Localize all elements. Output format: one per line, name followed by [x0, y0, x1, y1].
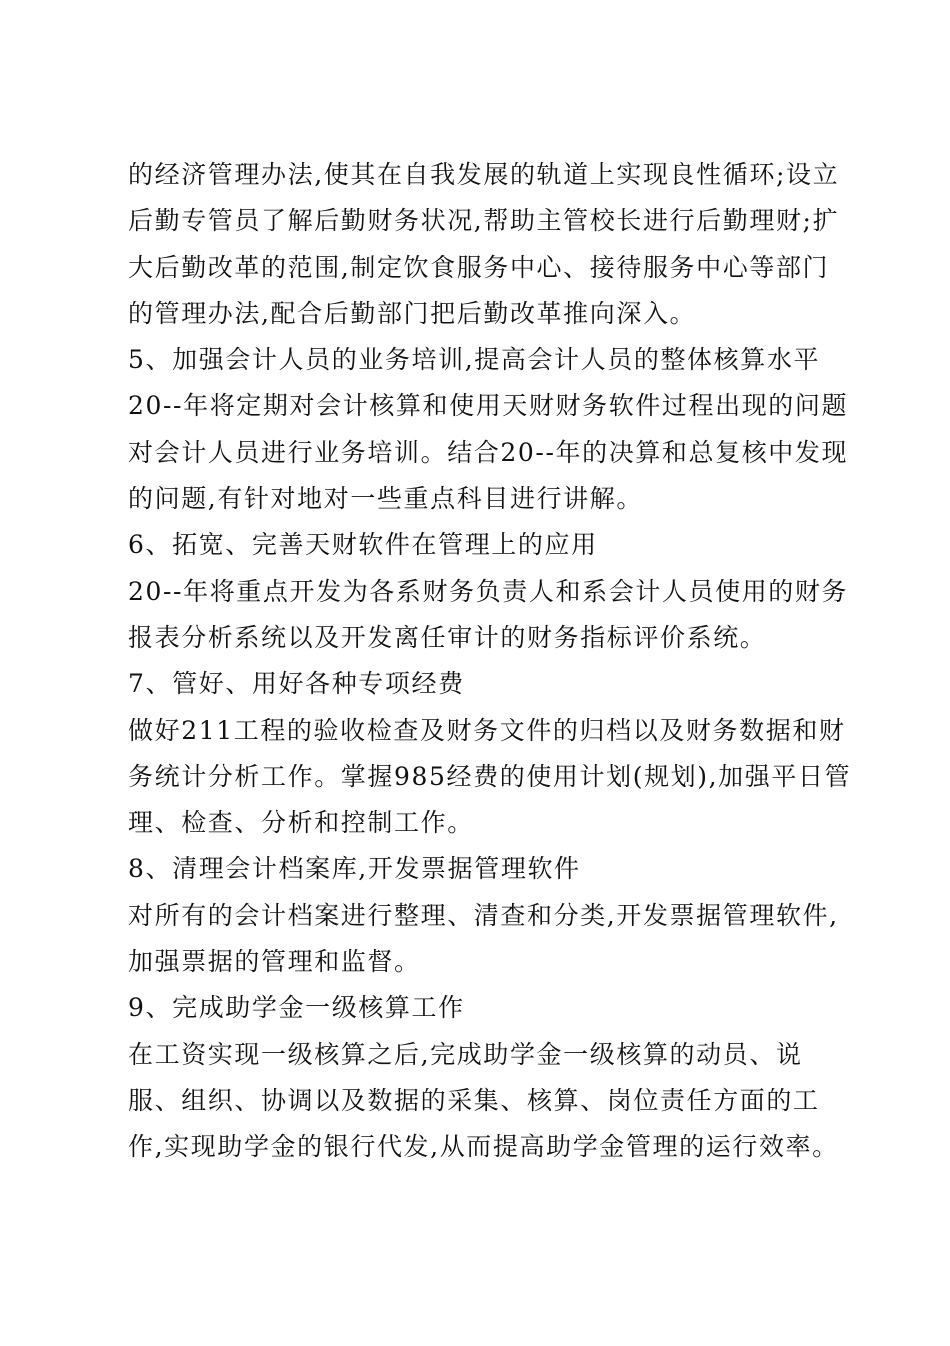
body-text-line: 在工资实现一级核算之后,完成助学金一级核算的动员、说 — [128, 1039, 803, 1069]
body-text-line: 务统计分析工作。掌握985经费的使用计划(规划),加强平日管 — [128, 761, 852, 791]
document-body — [128, 152, 852, 1171]
body-text-line: 对会计人员进行业务培训。结合20--年的决算和总复核中发现 — [128, 437, 849, 467]
body-text-line: 作,实现助学金的银行代发,从而提高助学金管理的运行效率。 — [128, 1132, 839, 1162]
body-text-line: 后勤专管员了解后勤财务状况,帮助主管校长进行后勤理财;扩 — [128, 206, 840, 236]
body-text-line: 20--年将重点开发为各系财务负责人和系会计人员使用的财务 — [128, 576, 849, 606]
section-heading-9: 9、完成助学金一级核算工作 — [128, 993, 465, 1023]
body-text-line: 对所有的会计档案进行整理、清查和分类,开发票据管理软件, — [128, 900, 839, 930]
body-text-line: 报表分析系统以及开发离任审计的财务指标评价系统。 — [128, 622, 767, 652]
body-text-line: 做好211工程的验收检查及财务文件的归档以及财务数据和财 — [128, 715, 846, 745]
body-text-line: 加强票据的管理和监督。 — [128, 947, 421, 977]
body-text-line: 大后勤改革的范围,制定饮食服务中心、接待服务中心等部门 — [128, 252, 830, 282]
body-text-line: 服、组织、协调以及数据的采集、核算、岗位责任方面的工 — [128, 1085, 820, 1115]
section-heading-6: 6、拓宽、完善天财软件在管理上的应用 — [128, 530, 598, 560]
body-text-line: 的问题,有针对地对一些重点科目进行讲解。 — [128, 484, 643, 514]
body-text-line: 理、检查、分析和控制工作。 — [128, 808, 474, 838]
section-heading-7: 7、管好、用好各种专项经费 — [128, 669, 465, 699]
body-text-line: 20--年将定期对会计核算和使用天财财务软件过程出现的问题 — [128, 391, 849, 421]
body-text-line: 的管理办法,配合后勤部门把后勤改革推向深入。 — [128, 298, 697, 328]
body-text-line: 的经济管理办法,使其在自我发展的轨道上实现良性循环;设立 — [128, 160, 840, 189]
section-heading-8: 8、清理会计档案库,开发票据管理软件 — [128, 854, 581, 884]
section-heading-5: 5、加强会计人员的业务培训,提高会计人员的整体核算水平 — [128, 345, 821, 375]
